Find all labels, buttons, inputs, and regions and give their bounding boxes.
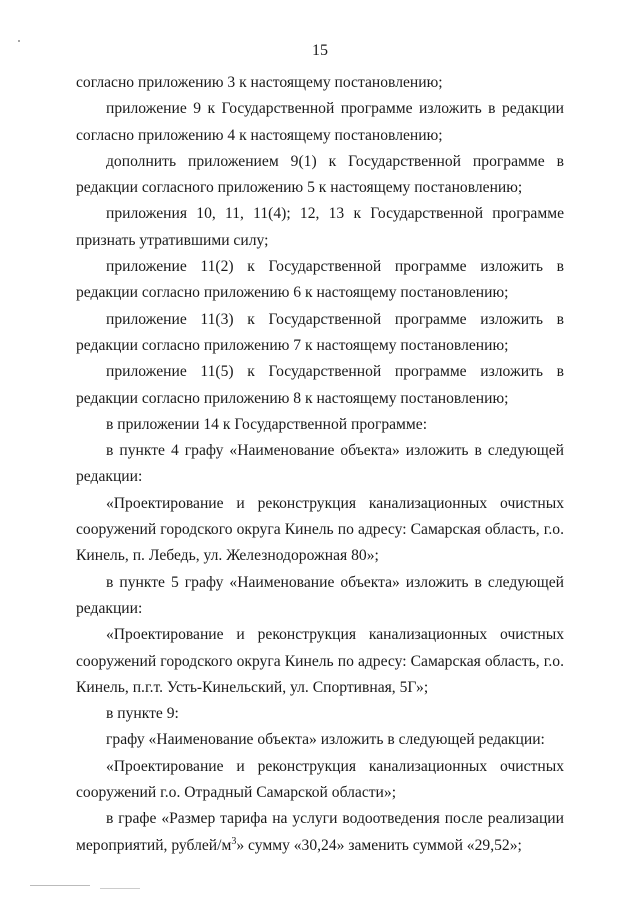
paragraph: приложение 9 к Государственной программе изложить в редакции согласно приложению 4 к настоящему постановлению;	[76, 100, 564, 144]
paragraph: в пункте 9:	[106, 705, 179, 723]
paragraph: приложение 11(3) к Государственной программе изложить в редакции согласно приложению 7 к настоящему постановлению;	[76, 310, 564, 354]
paragraph: в пункте 5 графу «Наименование объекта» изложить в следующей редакции:	[76, 573, 564, 617]
paragraph: согласно приложению 3 к настоящему постановлению;	[76, 74, 443, 91]
paragraph: приложение 11(5) к Государственной программе изложить в редакции согласно приложению 8 к настоящему постановлению;	[76, 363, 564, 407]
paragraph: «Проектирование и реконструкция канализационных очистных сооружений городского округа Кинель по адресу: Самарская область, г.о. Кинель, п.г.т. Усть-Кинельский, ул. Спортивная, 5Г»;	[76, 626, 564, 696]
paragraph: «Проектирование и реконструкция канализационных очистных сооружений г.о. Отрадный Самарской области»;	[76, 757, 564, 802]
document-body	[76, 70, 564, 859]
paragraph: дополнить приложением 9(1) к Государственной программе в редакции согласного приложению 5 к настоящему постановлению;	[76, 152, 564, 197]
paragraph-last	[76, 806, 564, 859]
text-after-superscript: » сумму «30,24» заменить суммой «29,52»;	[236, 836, 522, 854]
superscript: 3	[231, 835, 237, 847]
paragraph: приложения 10, 11, 11(4); 12, 13 к Государственной программе признать утратившими силу;	[76, 205, 564, 249]
text-before-superscript: в графе «Размер тарифа на услуги водоотведения после реализации мероприятий, рублей/м	[76, 810, 564, 854]
paragraph: «Проектирование и реконструкция канализационных очистных сооружений городского округа Кинель по адресу: Самарская область, г.о. Кинель, п. Лебедь, ул. Железнодорожная 80»;	[76, 494, 564, 565]
scan-speck	[30, 885, 90, 886]
paragraph: приложение 11(2) к Государственной программе изложить в редакции согласно приложению 6 к настоящему постановлению;	[76, 258, 564, 302]
scan-speck	[18, 40, 20, 42]
paragraph: в пункте 4 графу «Наименование объекта» изложить в следующей редакции:	[76, 442, 564, 486]
scan-speck	[100, 888, 140, 889]
paragraph: графу «Наименование объекта» изложить в следующей редакции:	[106, 731, 545, 749]
page-number: 15	[312, 42, 328, 59]
paragraph: в приложении 14 к Государственной программе:	[106, 415, 428, 433]
